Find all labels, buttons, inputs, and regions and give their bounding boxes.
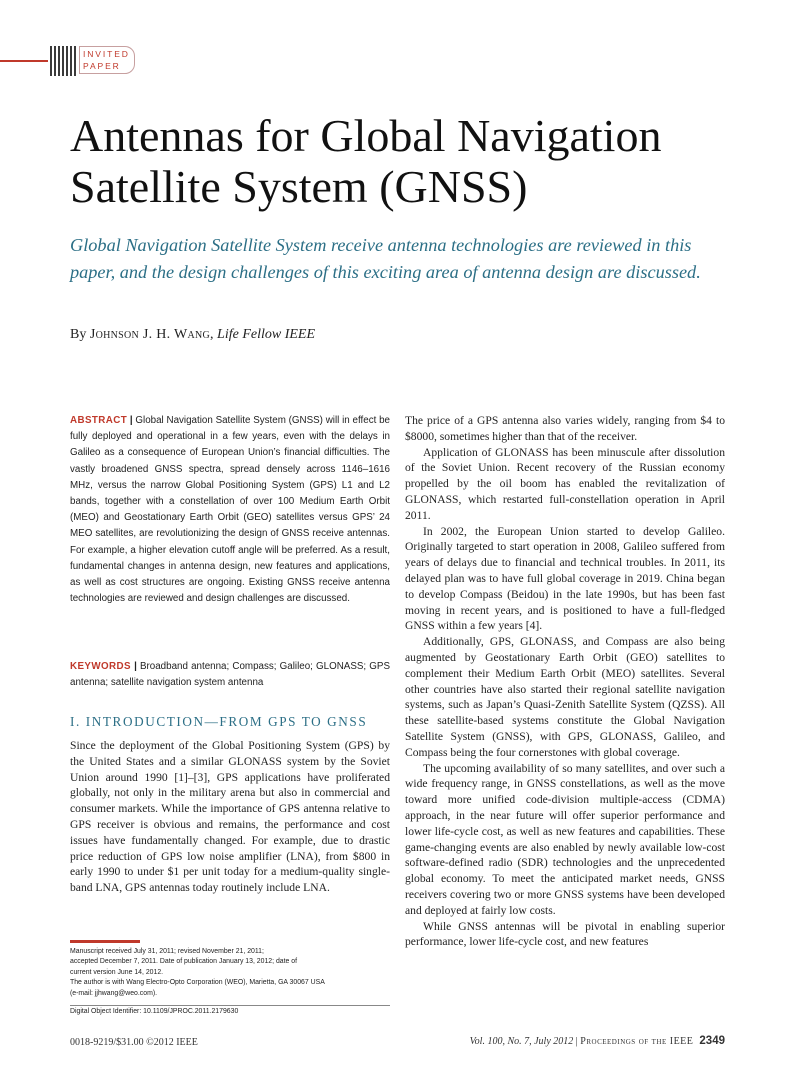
- page-number: 2349: [699, 1035, 725, 1047]
- body-paragraph: The price of a GPS antenna also varies widely, ranging from $4 to $8000, sometimes higher than that of the receiver.: [405, 414, 725, 443]
- footer-journal: Proceedings of the IEEE: [580, 1036, 694, 1047]
- byline-prefix: By: [70, 327, 90, 342]
- keywords-label: KEYWORDS: [70, 661, 131, 672]
- intro-paragraph: Since the deployment of the Global Positioning System (GPS) by the United States and a similar GLONASS system by the Soviet Union around 1990 [1]–[3], GPS applications have proliferated globally, not only in the military arena but also in commercial and consumer markets. While the importance of GPS antenna relative to GPS receiver is obvious and remains, the performance and cost issues have fundamentally changed. For example, due to drastic price reduction of GPS low noise amplifier (LNA), from $800 in early 1990 to under $1 per unit today for a medium-quality single-band LNA, GPS antennas today routinely include LNA.: [70, 739, 390, 895]
- doi-line: Digital Object Identifier: 10.1109/JPROC.2011.2179630: [70, 1008, 239, 1015]
- body-paragraph: In 2002, the European Union started to develop Galileo. Originally targeted to start operation in 2008, Galileo suffered from years of delays due to financial and technical troubles. In 2011, its delayed plan was to have full global coverage in 2019. China began to develop Compass (Beidou) in the late 1990s, but has been fast moving in recent years, and is positioned to have a full-fledged GNSS within a few years [4].: [405, 524, 725, 633]
- body-paragraph: Additionally, GPS, GLONASS, and Compass are also being augmented by Geostationary Earth Orbit (GEO) satellites to complement their Medium Earth Orbit (MEO) satellites. Several other countries have also started their regional satellite navigation systems, such as Japan’s Quasi-Zenith Satellite System (QZSS). All these satellite-based systems constitute the Global Navigation Satellite System (GNSS), with GPS, GLONASS, Galileo, and Compass being the four cornerstones with global coverage.: [405, 635, 725, 759]
- author-name: Johnson J. H. Wang: [89, 327, 211, 342]
- keywords-separator: |: [130, 661, 140, 672]
- author-grade: Life Fellow IEEE: [217, 327, 316, 342]
- footnote-line: (e-mail: jjhwang@weo.com).: [70, 989, 158, 997]
- footnote-line: Manuscript received July 31, 2011; revised November 21, 2011;: [70, 948, 264, 955]
- footer-journal-info: [470, 1035, 725, 1047]
- badge-line2: PAPER: [83, 61, 121, 71]
- title-line1: Antennas for Global Navigation: [70, 110, 662, 161]
- footnote-line: accepted December 7, 2011. Date of publication January 13, 2012; date of: [70, 958, 298, 966]
- badge-line1: INVITED: [83, 49, 130, 59]
- paper-subtitle: Global Navigation Satellite System receive antenna technologies are reviewed in this paper, and the design challenges of this exciting area of antenna design are discussed.: [70, 235, 701, 282]
- byline-suffix: ,: [210, 327, 218, 342]
- footer-copyright: 0018-9219/$31.00 ©2012 IEEE: [70, 1037, 198, 1048]
- doi-rule: [70, 1005, 390, 1006]
- body-paragraph: Application of GLONASS has been minuscule after dissolution of the Soviet Union. Recent recovery of the Russian economy propelled by the oil boom has enabled the revitalization of GLONASS, which restarted full-constellation operation in April 2011.: [405, 445, 725, 522]
- body-paragraph: The upcoming availability of so many satellites, and over such a wide frequency range, in GNSS constellations, as well as the move toward more unified code-division multiple-access (CDMA) approach, in the near future will offer superior performance and lower life-cycle cost, as well as new features and capabilities. These game-changing events are also enabled by newly available low-cost software-defined radio (SDR) technologies and the unprecedented global economy. To meet the anticipated market needs, GNSS receivers covering two or more GNSS systems have been developed and deployed at fairly low costs.: [405, 761, 725, 917]
- footnote: [70, 947, 390, 999]
- footnote-line: current version June 14, 2012.: [70, 968, 164, 976]
- section-heading: I. INTRODUCTION—FROM GPS TO GNSS: [70, 714, 368, 729]
- keywords-text: Broadband antenna; Compass; Galileo; GLONASS; GPS antenna; satellite navigation system antenna: [70, 661, 390, 689]
- footnote-rule: [70, 940, 140, 943]
- byline: [70, 327, 315, 343]
- barcode-decoration: [0, 46, 78, 76]
- right-column: [405, 413, 725, 950]
- abstract-label: ABSTRACT: [70, 415, 128, 426]
- abstract-text: Global Navigation Satellite System (GNSS) will in effect be fully deployed and operational in a few years, even with the delays in Galileo as a consequence of European Union’s financial difficulties. The vastly broadened GNSS spectra, spread densely across 1146–1616 MHz, versus the narrow Global Positioning System (GPS) L1 and L2 bands, together with a constellation of over 100 Medium Earth Orbit (MEO) and Geostationary Earth Orbit (GEO) satellites versus GPS’ 24 MEO satellites, are revolutionizing the design of GNSS receive antennas. For example, a higher elevation cutoff angle will be preferred. As a result, fundamental changes in antenna design, new features and applications, as well as cost structures are ongoing. Existing GNSS receive antenna technologies are reviewed and design challenges are discussed.: [70, 415, 390, 605]
- body-paragraph: While GNSS antennas will be pivotal in enabling superior performance, lower life-cycle cost, and new features: [405, 919, 725, 949]
- keywords: [70, 659, 390, 691]
- footnote-line: The author is with Wang Electro-Opto Corporation (WEO), Marietta, GA 30067 USA: [70, 979, 325, 987]
- footer-volume: Vol. 100, No. 7, July 2012: [469, 1036, 574, 1047]
- title-line2: Satellite System (GNSS): [70, 161, 528, 212]
- abstract: [70, 413, 390, 607]
- invited-paper-badge: [0, 46, 140, 76]
- abstract-separator: |: [127, 415, 136, 426]
- footer-separator: |: [573, 1036, 581, 1047]
- paper-title: [70, 110, 770, 212]
